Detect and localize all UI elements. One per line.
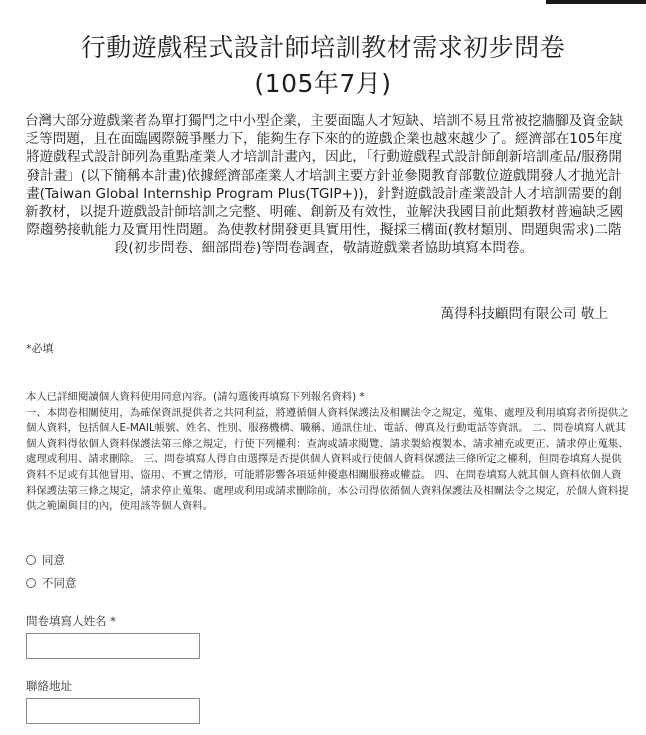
form-signature: 萬得科技顧問有限公司 敬上 bbox=[440, 306, 608, 322]
consent-question bbox=[26, 390, 630, 515]
form-description: 台灣大部分遊戲業者為單打獨鬥之中小型企業，主要面臨人才短缺、培訓不易且常被挖牆腳及資金缺乏等問題，且在面臨國際競爭壓力下，能夠生存下來的的遊戲企業也越來越少了。經濟部在105年度將遊戲程式設計師列為重點產業人才培訓計畫內，因此，「行動遊戲程式設計師創新培訓產品/服務開發計畫」(以下簡稱本計畫)依據經濟部產業人才培訓主要方針並參閱教育部數位遊戲開發人才拋光計畫(Taiwan Global Internship Program Plus(TGIP+))，針對遊戲設計產業設計人才培訓需要的創新教材，以提升遊戲設計師培訓之完整、明確、創新及有效性，並解決我國目前此類教材普遍缺乏國際趨勢接軌能力及實用性問題。為使教材開發更具實用性，擬採三構面(教材類別、問題與需求)二階段(初步問卷、細部問卷)等問卷調查，敬請遊戲業者協助填寫本問卷。 bbox=[24, 113, 624, 257]
form-title-line2: (105年7月) bbox=[254, 69, 392, 98]
address-field-label: 聯絡地址 bbox=[26, 679, 72, 693]
name-input[interactable] bbox=[26, 633, 200, 659]
consent-question-title: 本人已詳細閱讀個人資料使用同意內容。(請勾選後再填寫下列報名資料) bbox=[26, 391, 357, 403]
consent-option-disagree-label: 不同意 bbox=[42, 576, 77, 590]
form-title-line1: 行動遊戲程式設計師培訓教材需求初步問卷 bbox=[80, 33, 566, 62]
address-input[interactable] bbox=[26, 698, 200, 724]
top-edge-bar bbox=[546, 0, 646, 4]
consent-body: 一、本問卷相關使用，為確保資訊提供者之共同利益，將遵循個人資料保護法及相關法令之規定，蒐集、處理及利用填寫者所提供之個人資料，包括個人E-MAIL帳號、姓名、性別、服務機構、職稱、通訊住址、電話、傳真及行動電話等資訊。 二、問卷填寫人就其個人資料得依個人資料保護法第三條之規定，行使下列權利：查詢或請求閱覽、請求製給複製本、請求補充或更正、請求停止蒐集、處理或利用、請求刪除。 三、問卷填寫人得自由選擇是否提供個人資料或行使個人資料保護法三條所定之權利，但問卷填寫人提供資料不足或有其他冒用、盜用、不實之情形，可能將影響各項延伸優惠相關服務或權益。 四、在問卷填寫人就其個人資料依個人資料保護法第三條之規定，請求停止蒐集、處理或利用或請求刪除前，本公司得依循個人資料保護法及相關法令之規定，於個人資料提供之範圍與目的內，使用該等個人資料。 bbox=[26, 406, 629, 513]
radio-circle-icon[interactable] bbox=[26, 555, 36, 565]
consent-option-disagree[interactable] bbox=[26, 573, 77, 593]
required-note: *必填 bbox=[26, 342, 54, 355]
name-field-label: 問卷填寫人姓名 * bbox=[26, 614, 116, 628]
radio-circle-icon[interactable] bbox=[26, 578, 36, 588]
consent-options bbox=[26, 550, 77, 596]
required-asterisk: * bbox=[356, 391, 365, 403]
consent-option-agree[interactable] bbox=[26, 550, 77, 570]
consent-option-agree-label: 同意 bbox=[42, 553, 65, 567]
form-title bbox=[8, 30, 638, 102]
